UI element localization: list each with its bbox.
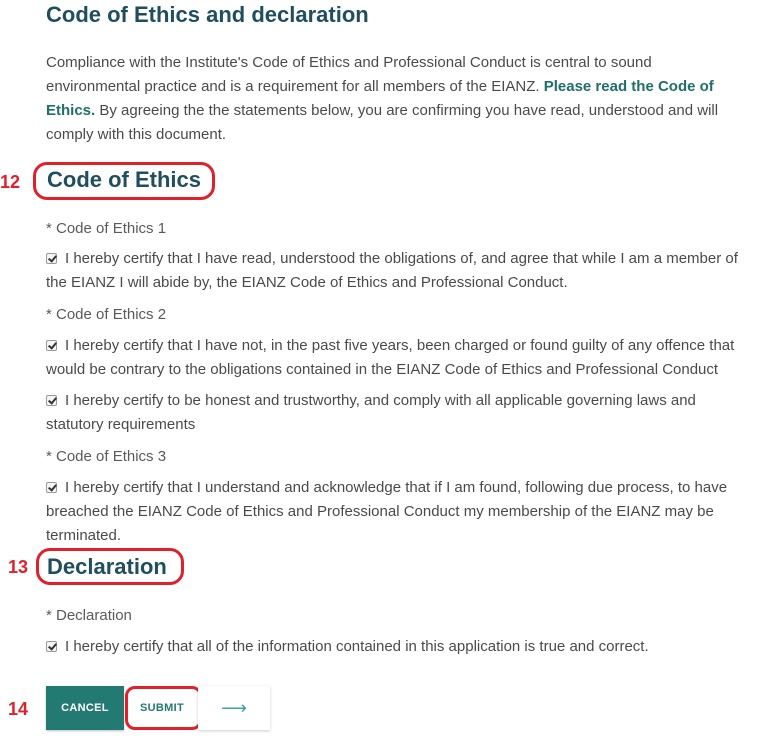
code-of-ethics-3-checkbox-row[interactable] [46,476,754,548]
annotation-14: 14 [8,699,29,719]
arrow-right-icon: ⟶ [221,697,247,718]
declaration-checkbox-row[interactable] [46,635,754,659]
checkbox-checked-icon[interactable] [46,340,57,351]
code-of-ethics-heading: Code of Ethics [47,167,202,192]
checkbox-checked-icon[interactable] [46,395,57,406]
annotation-12: 12 [0,172,21,192]
checkbox-label: I hereby certify that I understand and acknowledge that if I am found, following due process, to have breached the EIANZ Code of Ethics and Professional Conduct my membership of the EIANZ may be terminated. [46,479,728,544]
declaration-label: * Declaration [46,607,132,624]
code-of-ethics-2-label: * Code of Ethics 2 [46,306,167,323]
annotation-13: 13 [8,557,29,577]
code-of-ethics-1-checkbox-row[interactable] [46,247,754,295]
submit-button[interactable]: SUBMIT [126,686,198,730]
cancel-button[interactable]: CANCEL [46,686,124,730]
code-of-ethics-1-label: * Code of Ethics 1 [46,220,167,237]
intro-paragraph [46,51,746,147]
checkbox-label: I hereby certify that all of the information contained in this application is true and correct. [65,638,649,655]
annotation-oval-14 [125,686,202,730]
checkbox-label: I hereby certify to be honest and trustworthy, and comply with all applicable governing laws and statutory requirements [46,392,696,433]
code-of-ethics-2-checkbox-row-1[interactable] [46,334,754,382]
code-of-ethics-2-checkbox-row-2[interactable] [46,389,754,437]
intro-text-before: Compliance with the Institute's Code of Ethics and Professional Conduct is central to sound environmental practice and is a requirement for all members of the EIANZ. [46,54,652,95]
page-title: Code of Ethics and declaration [46,2,369,27]
checkbox-label: I hereby certify that I have read, understood the obligations of, and agree that while I am a member of the EIANZ I will abide by, the EIANZ Code of Ethics and Professional Conduct. [46,250,738,291]
checkbox-checked-icon[interactable] [46,641,57,652]
code-of-ethics-3-label: * Code of Ethics 3 [46,448,167,465]
checkbox-checked-icon[interactable] [46,482,57,493]
code-of-ethics-link[interactable]: Please read the Code of Ethics. [46,78,714,119]
declaration-heading: Declaration [47,554,167,579]
intro-text-after: By agreeing the the statements below, you are confirming you have read, understood and will comply with this document. [46,102,719,143]
next-button[interactable] [198,686,270,730]
checkbox-label: I hereby certify that I have not, in the past five years, been charged or found guilty of any offence that would be contrary to the obligations contained in the EIANZ Code of Ethics and Professional Conduct [46,337,735,378]
checkbox-checked-icon[interactable] [46,253,57,264]
